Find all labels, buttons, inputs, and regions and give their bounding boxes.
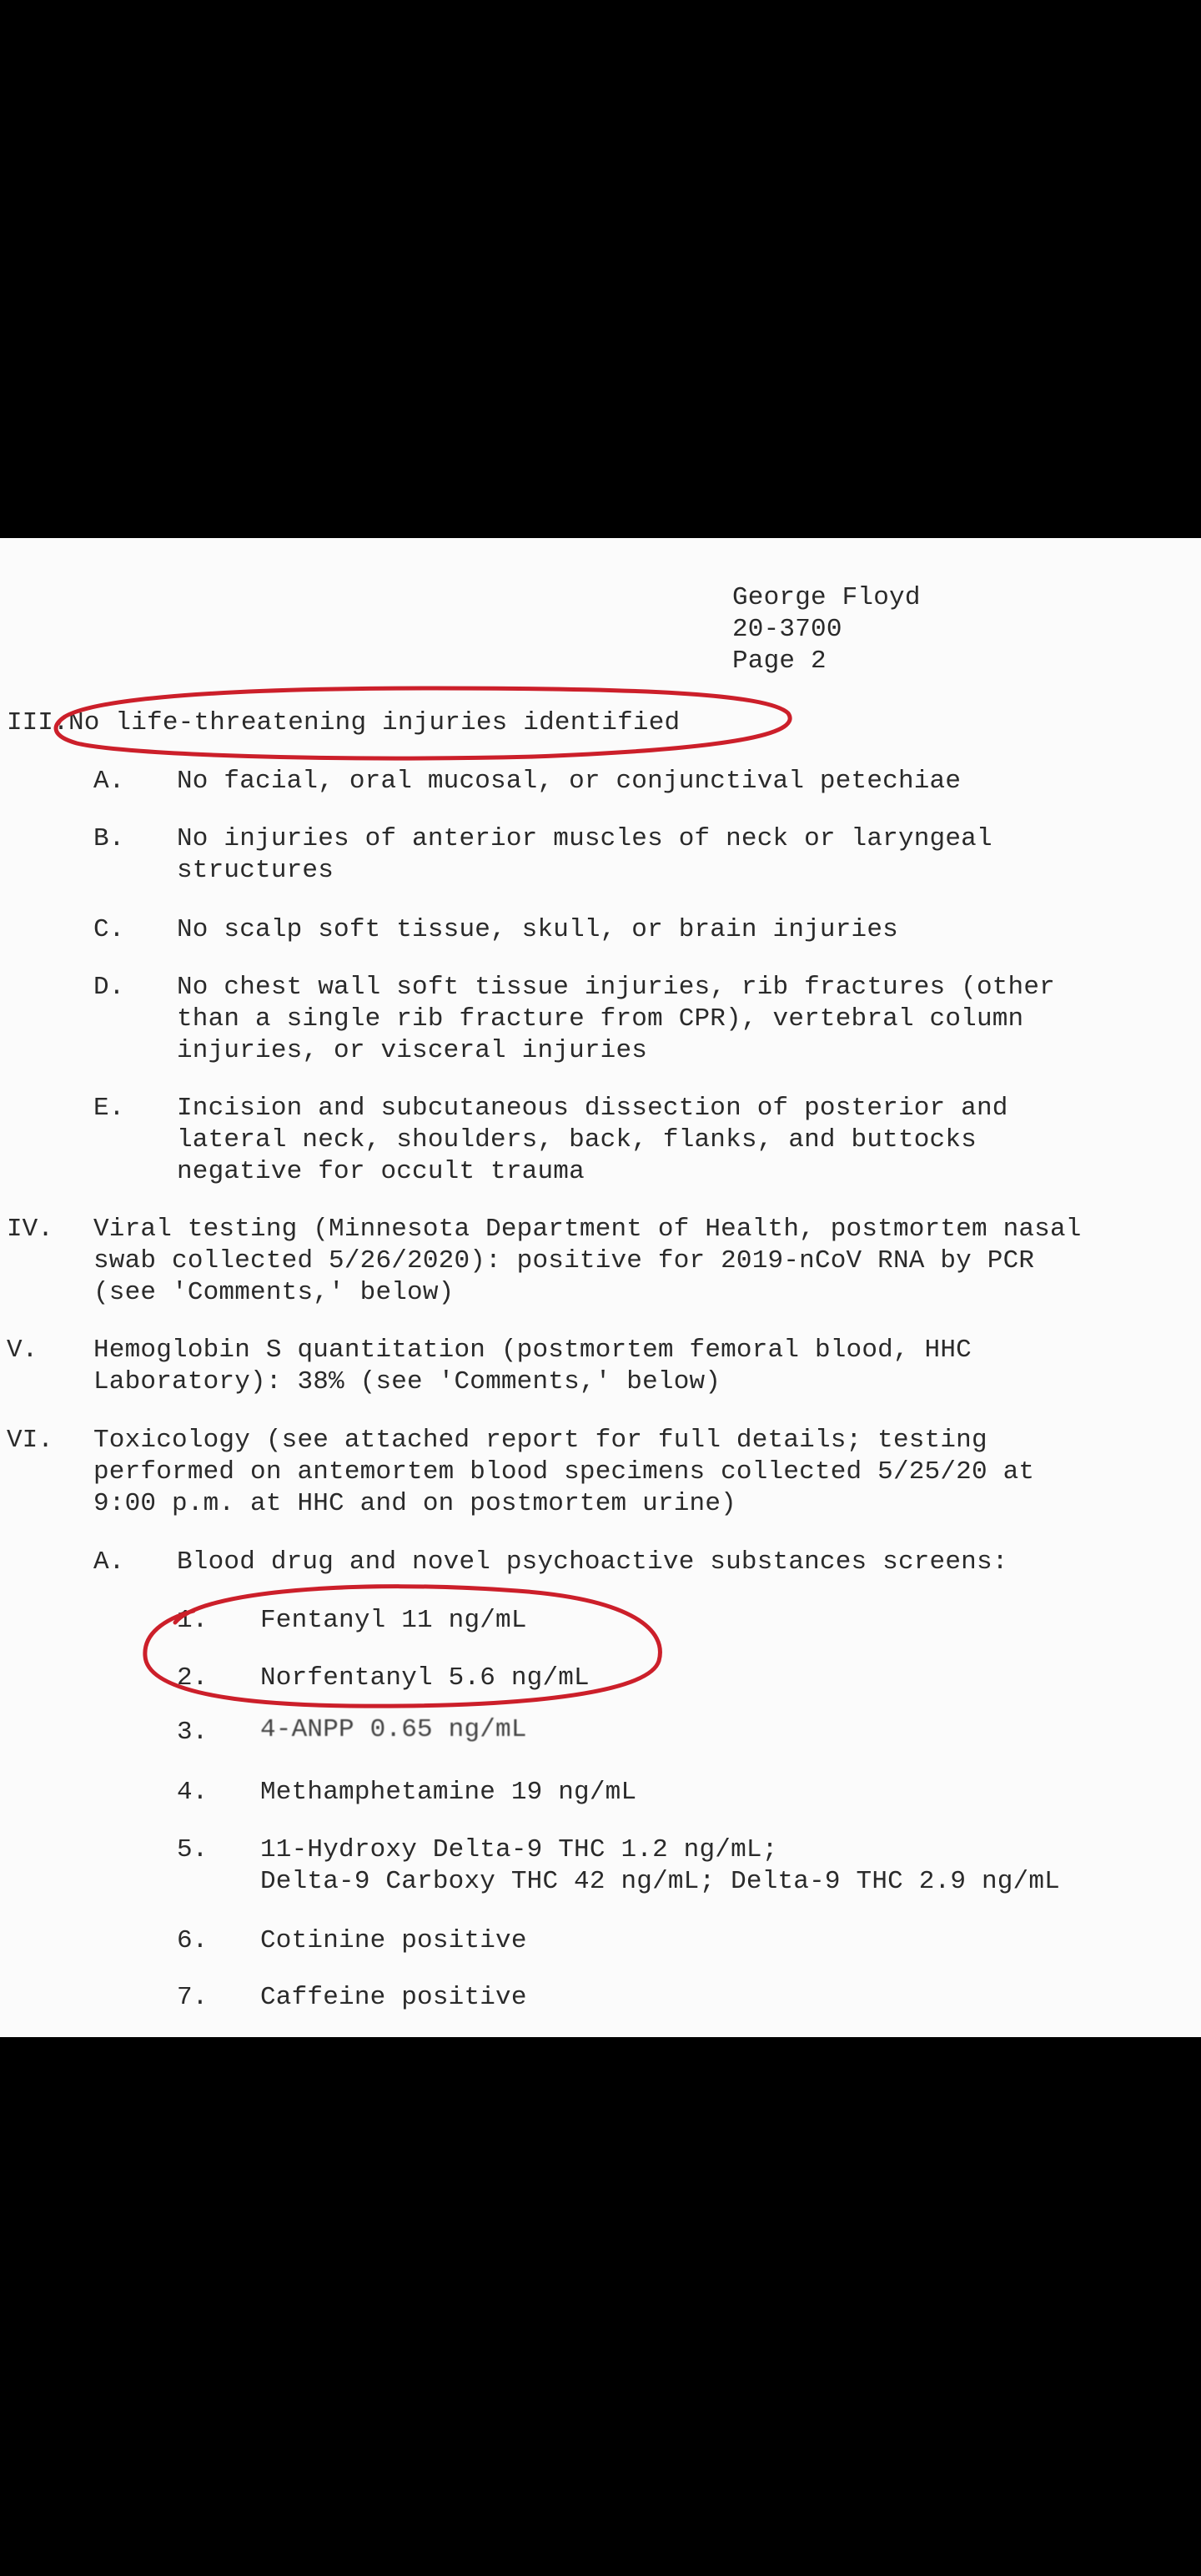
tox-item-number: 6. (177, 1926, 209, 1955)
top-letterbox (0, 0, 1201, 538)
item-iii-a-letter: A. (93, 767, 125, 796)
page-number: Page 2 (732, 647, 827, 676)
tox-item-caffeine: Caffeine positive (260, 1983, 527, 2012)
item-iii-e-line: Incision and subcutaneous dissection of posterior and (177, 1094, 1008, 1123)
item-iii-c-letter: C. (93, 915, 125, 944)
section-iv-line: (see 'Comments,' below) (93, 1278, 455, 1307)
section-vi-numeral: VI. (7, 1426, 53, 1455)
item-iii-d-letter: D. (93, 973, 125, 1002)
item-iii-d-line: than a single rib fracture from CPR), vertebral column (177, 1004, 1024, 1034)
section-vi-line: performed on antemortem blood specimens collected 5/25/20 at (93, 1457, 1035, 1487)
item-iii-a-line: No facial, oral mucosal, or conjunctival petechiae (177, 767, 962, 796)
section-iv-line: swab collected 5/26/2020): positive for 2019-nCoV RNA by PCR (93, 1246, 1035, 1275)
tox-item-number: 7. (177, 1983, 209, 2012)
tox-item-norfentanyl: Norfentanyl 5.6 ng/mL (260, 1663, 590, 1693)
section-v-line: Laboratory): 38% (see 'Comments,' below) (93, 1367, 721, 1396)
tox-item-cotinine: Cotinine positive (260, 1926, 527, 1955)
section-v-line: Hemoglobin S quantitation (postmortem femoral blood, HHC (93, 1336, 972, 1365)
tox-item-number: 5. (177, 1835, 209, 1864)
tox-item-methamphetamine: Methamphetamine 19 ng/mL (260, 1778, 637, 1807)
section-iv-numeral: IV. (7, 1215, 53, 1244)
section-iv-line: Viral testing (Minnesota Department of Health, postmortem nasal (93, 1215, 1082, 1244)
tox-item-number: 4. (177, 1778, 209, 1807)
tox-item-thc: 11-Hydroxy Delta-9 THC 1.2 ng/mL; (260, 1835, 778, 1864)
bottom-letterbox (0, 2037, 1201, 2576)
item-iii-e-line: lateral neck, shoulders, back, flanks, and buttocks (177, 1125, 977, 1155)
document-page (0, 538, 1201, 2037)
item-iii-c-line: No scalp soft tissue, skull, or brain injuries (177, 915, 898, 944)
item-iii-b-letter: B. (93, 824, 125, 853)
tox-item-number: 2. (177, 1663, 209, 1693)
item-iii-b-line: No injuries of anterior muscles of neck or laryngeal (177, 824, 992, 853)
section-iii-numeral: III. (7, 708, 69, 737)
section-vi-line: 9:00 p.m. at HHC and on postmortem urine) (93, 1489, 736, 1518)
section-v-numeral: V. (7, 1336, 38, 1365)
case-number: 20-3700 (732, 615, 842, 644)
item-iii-e-letter: E. (93, 1094, 125, 1123)
tox-item-number: 1. (177, 1606, 209, 1635)
subsection-vi-a-title: Blood drug and novel psychoactive substances screens: (177, 1547, 1008, 1577)
tox-item-thc: Delta-9 Carboxy THC 42 ng/mL; Delta-9 THC 2.9 ng/mL (260, 1867, 1060, 1896)
section-iii-title: No life-threatening injuries identified (68, 708, 681, 737)
patient-name: George Floyd (732, 583, 921, 612)
item-iii-d-line: injuries, or visceral injuries (177, 1036, 648, 1065)
item-iii-e-line: negative for occult trauma (177, 1157, 585, 1186)
tox-item-number: 3. (177, 1718, 209, 1747)
item-iii-b-line: structures (177, 856, 334, 885)
tox-item-fentanyl: Fentanyl 11 ng/mL (260, 1606, 527, 1635)
item-iii-d-line: No chest wall soft tissue injuries, rib fractures (other (177, 973, 1055, 1002)
subsection-vi-a-letter: A. (93, 1547, 125, 1577)
section-vi-line: Toxicology (see attached report for full details; testing (93, 1426, 987, 1455)
tox-item-4-anpp: 4-ANPP 0.65 ng/mL (260, 1715, 527, 1744)
